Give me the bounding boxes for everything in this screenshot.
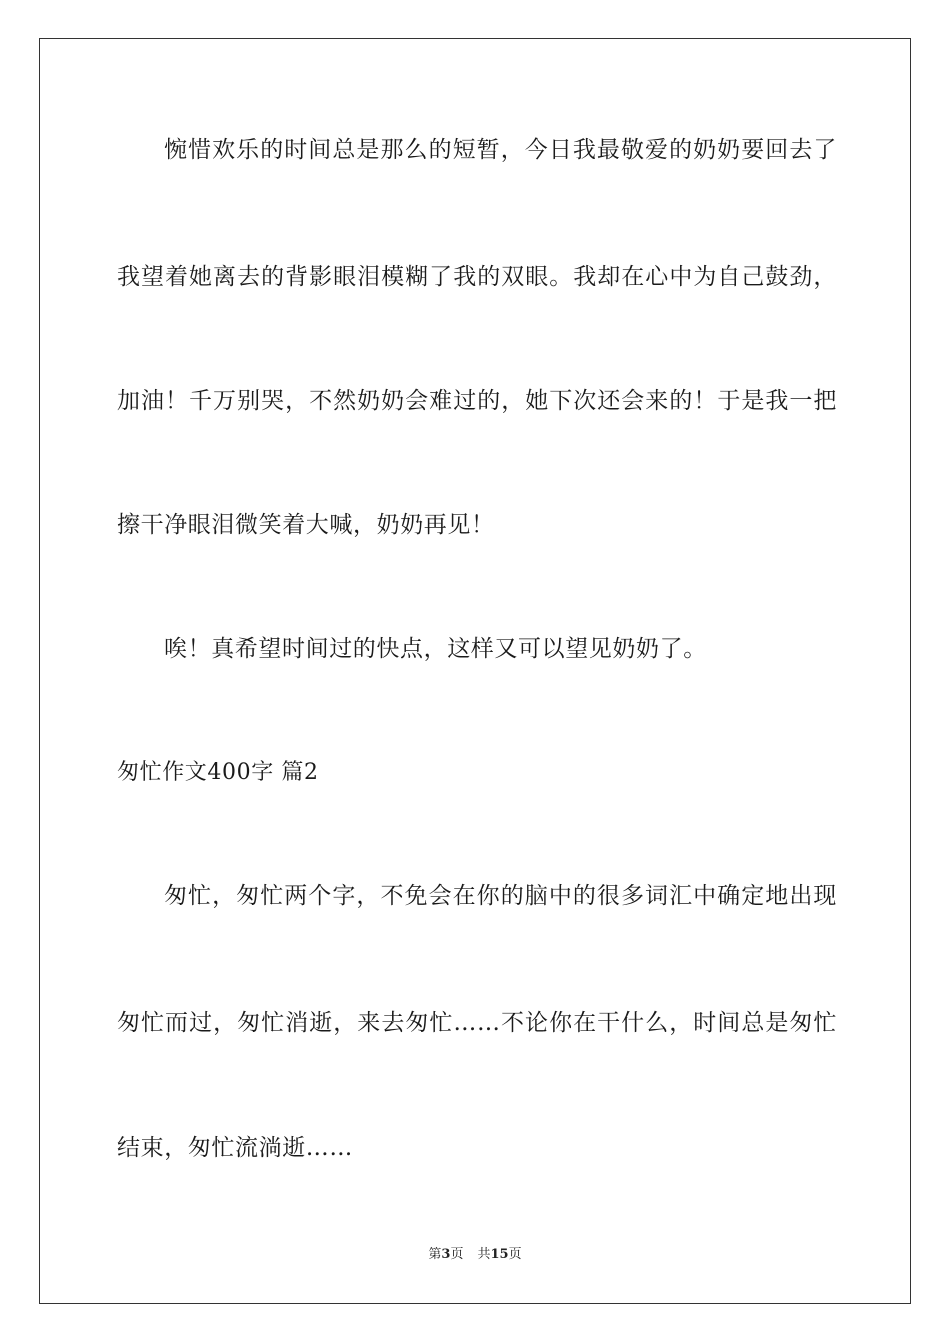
page-prefix: 第 (428, 1247, 442, 1262)
total-pages: 15 (490, 1247, 509, 1262)
paragraph-line-1: 惋惜欢乐的时间总是那么的短暂，今日我最敬爱的奶奶要回去了 (164, 137, 837, 163)
paragraph-line-2: 我望着她离去的背影眼泪模糊了我的双眼。我却在心中为自己鼓劲， (117, 264, 837, 290)
page-footer (0, 1246, 950, 1264)
paragraph-line-7: 匆忙而过，匆忙消逝，来去匆忙……不论你在干什么，时间总是匆忙 (117, 1010, 837, 1036)
paragraph-line-5: 唉！真希望时间过的快点，这样又可以望见奶奶了。 (164, 636, 707, 662)
paragraph-line-6: 匆忙，匆忙两个字，不免会在你的脑中的很多词汇中确定地出现 (164, 883, 837, 909)
paragraph-line-3: 加油！千万别哭，不然奶奶会难过的，她下次还会来的！于是我一把 (117, 388, 837, 414)
paragraph-line-4: 擦干净眼泪微笑着大喊，奶奶再见！ (117, 512, 495, 538)
page-suffix: 页 (450, 1247, 464, 1262)
page-number: 3 (441, 1247, 451, 1262)
page-frame (39, 38, 911, 1304)
paragraph-line-8: 结束，匆忙流淌逝…… (117, 1135, 353, 1161)
total-prefix: 共 (477, 1247, 491, 1262)
total-suffix: 页 (508, 1247, 522, 1262)
section-heading: 匆忙作文400字 篇2 (117, 760, 319, 785)
